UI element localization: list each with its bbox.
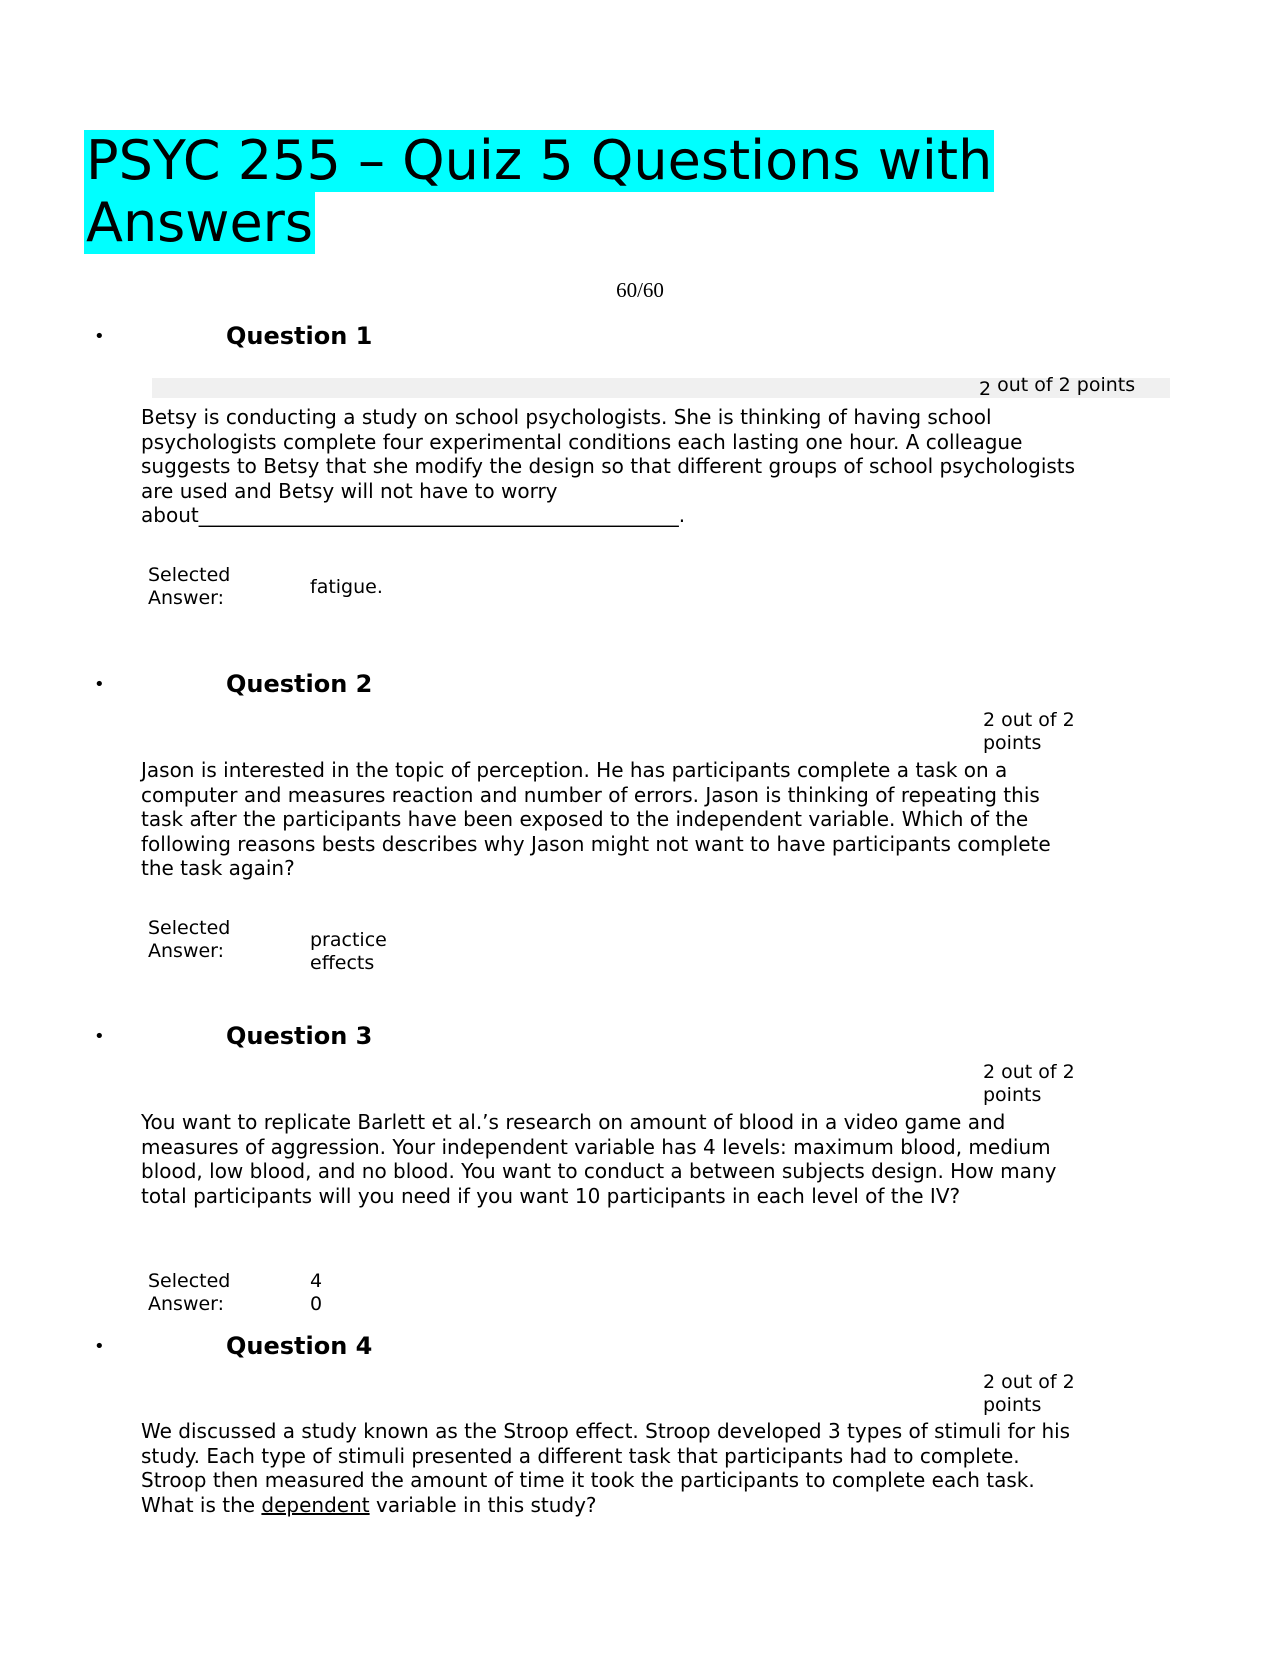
question-2-selected-answer: practice effects	[310, 929, 387, 974]
question-4-text: We discussed a study known as the Stroop effect. Stroop developed 3 types of stimuli for his study. Each type of stimuli presented a different task that participants had to complete. Stroop then measured the amount of time it took the participants to complete each task. What is the dependent variable in this study?	[141, 1419, 1071, 1517]
bullet-icon: •	[94, 326, 105, 347]
bullet-icon: •	[94, 674, 105, 695]
question-2-selected-label: Selected Answer:	[148, 917, 231, 962]
title-line-1: PSYC 255 – Quiz 5 Questions with	[86, 129, 993, 192]
question-3-points: 2 out of 2 points	[983, 1061, 1075, 1106]
question-2-text: Jason is interested in the topic of perception. He has participants complete a task on a computer and measures reaction and number of errors. Jason is thinking of repeating this task after the participants have been exposed to the independent variable. Which of the following reasons bests describes why Jason might not want to have participants complete the task again?	[141, 758, 1051, 880]
bullet-icon: •	[94, 1026, 105, 1047]
dependent-underlined: dependent	[261, 1492, 370, 1517]
question-1-selected-label: Selected Answer:	[148, 564, 231, 609]
question-1-selected-answer: fatigue.	[310, 576, 383, 598]
question-3-label: Question 3	[226, 1022, 373, 1050]
bullet-icon: •	[94, 1336, 105, 1357]
question-2-label: Question 2	[226, 670, 373, 698]
title-line-2: Answers	[86, 191, 314, 254]
question-2-points: 2 out of 2 points	[983, 709, 1075, 754]
question-4-points: 2 out of 2 points	[983, 1371, 1075, 1416]
question-3-selected-answer: 40	[310, 1270, 323, 1315]
total-score: 60/60	[616, 278, 664, 302]
question-4-label: Question 4	[226, 1332, 373, 1360]
question-1-text: Betsy is conducting a study on school psychologists. She is thinking of having school psychologists complete four experimental conditions each lasting one hour. A colleague suggests to Betsy that she modify the design so that different groups of school psychologists are used and Betsy will not have to worry about________________________________________________.	[141, 405, 1076, 527]
question-3-text: You want to replicate Barlett et al.’s research on amount of blood in a video game and measures of aggression. Your independent variable has 4 levels: maximum blood, medium blood, low blood, and no blood. You want to conduct a between subjects design. How many total participants will you need if you want 10 participants in each level of the IV?	[141, 1110, 1057, 1208]
question-1-label: Question 1	[226, 322, 373, 350]
question-3-selected-label: Selected Answer:	[148, 1270, 231, 1315]
question-1-points: 2 out of 2 points	[979, 374, 1136, 400]
